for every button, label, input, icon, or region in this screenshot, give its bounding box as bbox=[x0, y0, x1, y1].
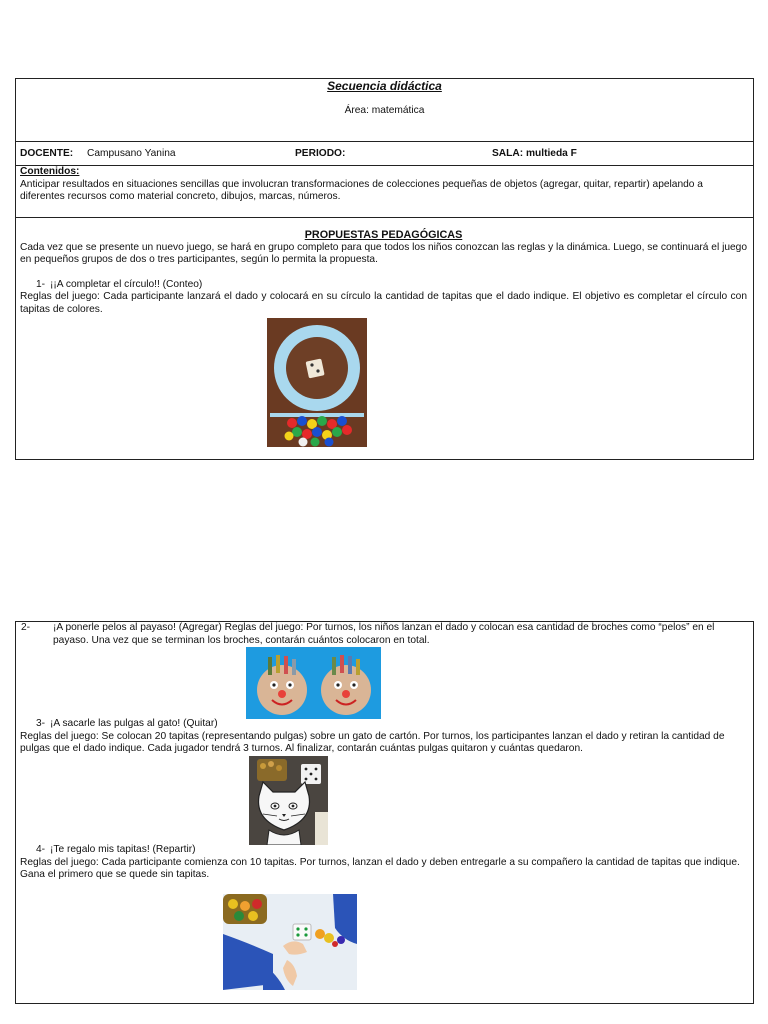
page-title: Secuencia didáctica bbox=[327, 79, 442, 93]
photo-circle-game bbox=[267, 318, 367, 447]
contenidos-label: Contenidos: bbox=[20, 166, 80, 177]
item2-section bbox=[16, 622, 753, 647]
contenidos-section bbox=[16, 166, 753, 204]
item3-heading bbox=[20, 718, 743, 731]
propuestas-text: Cada vez que se presente un nuevo juego, se hará en grupo completo para que todos los niños conozcan las reglas y la dinámica. Luego, se continuará el juego en pequeños grupos de dos o tres participantes, según lo permita la propuesta. bbox=[20, 241, 747, 266]
item4-heading bbox=[20, 844, 743, 857]
item1-number: 1- bbox=[36, 278, 46, 290]
item4-section bbox=[16, 844, 753, 882]
item3-number: 3- bbox=[36, 718, 46, 729]
area-label: Área: matemática bbox=[344, 105, 425, 116]
item4-number: 4- bbox=[36, 844, 46, 855]
photo-clown-game bbox=[246, 647, 381, 719]
periodo-label: PERIODO: bbox=[295, 148, 346, 159]
item2-text: ¡A ponerle pelos al payaso! (Agregar) Reglas del juego: Por turnos, los niños lanzan el dado y colocan esa cantidad de broches como “pelos” en el payaso. Una vez que se terminan los broches, contarán cuántos colocaron en total. bbox=[53, 622, 715, 646]
info-row bbox=[16, 148, 753, 162]
photo-share-game bbox=[223, 894, 357, 990]
propuestas-title: PROPUESTAS PEDAGÓGICAS bbox=[304, 229, 463, 241]
photo-cat-game bbox=[249, 756, 328, 845]
item2-number: 2- bbox=[21, 622, 31, 633]
page1-table bbox=[15, 78, 754, 460]
item4-title: ¡Te regalo mis tapitas! (Repartir) bbox=[50, 844, 196, 855]
page2-table bbox=[15, 621, 754, 1004]
item3-rules: Reglas del juego: Se colocan 20 tapitas (representando pulgas) sobre un gato de cartón. Por turnos, los participantes lanzan el dado y retiran la cantidad de pulgas que el dado indique. Cada jugador tendrá 3 turnos. Al finalizar, contarán cuántas pulgas quitaron y cuántas quedaron. bbox=[20, 730, 725, 755]
item3-section bbox=[16, 718, 753, 756]
item1-rules: Reglas del juego: Cada participante lanzará el dado y colocará en su círculo la cantidad de tapitas que el dado indique. El objetivo es completar el círculo con tapitas de colores. bbox=[20, 291, 747, 315]
contenidos-text: Anticipar resultados en situaciones sencillas que involucran transformaciones de colecciones pequeñas de objetos (agregar, quitar, repartir) apelando a diferentes recursos como material concreto, dibujos, marcas, números. bbox=[20, 178, 703, 203]
item1-heading bbox=[20, 279, 747, 292]
item2-paragraph bbox=[20, 622, 743, 647]
divider bbox=[16, 217, 753, 218]
docente-value: Campusano Yanina bbox=[87, 148, 176, 159]
item3-title: ¡A sacarle las pulgas al gato! (Quitar) bbox=[50, 718, 218, 729]
divider bbox=[16, 141, 753, 142]
docente-label: DOCENTE: bbox=[20, 148, 74, 159]
propuestas-section bbox=[16, 229, 753, 317]
sala-label: SALA: multieda F bbox=[492, 148, 577, 159]
item1-title: ¡¡A completar el círculo!! (Conteo) bbox=[50, 278, 203, 290]
item4-rules: Reglas del juego: Cada participante comienza con 10 tapitas. Por turnos, lanzan el dado y deben entregarle a su compañero la cantidad de tapitas que indique. Gana el primero que se quede sin tapitas. bbox=[20, 856, 740, 881]
